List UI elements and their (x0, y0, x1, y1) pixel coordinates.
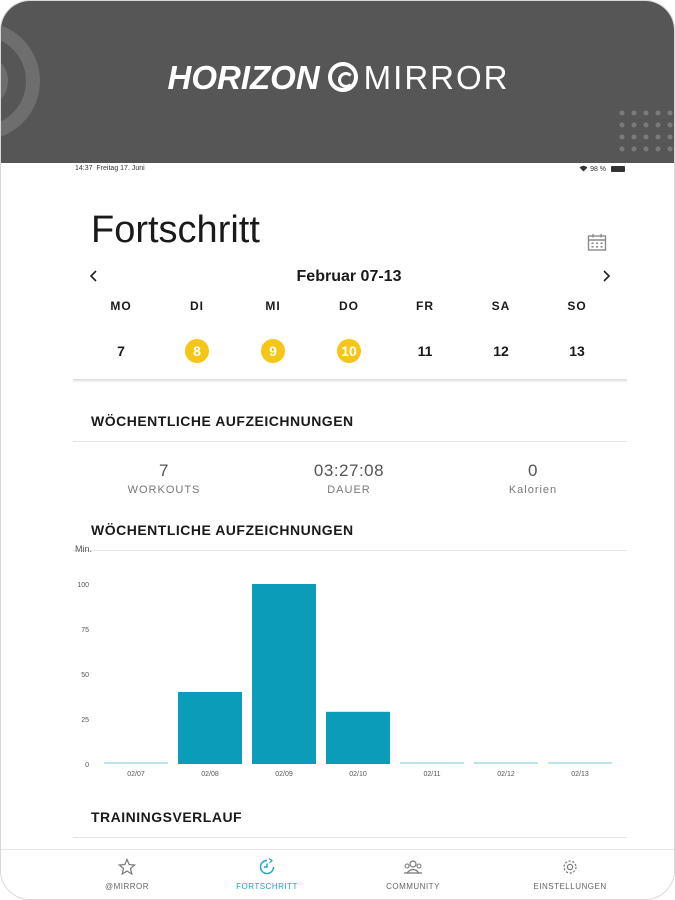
day-number-active: 10 (337, 339, 361, 363)
battery-icon (611, 166, 625, 172)
nav-label: @MIRROR (104, 882, 150, 891)
calendar-divider (73, 379, 627, 383)
day-number: 12 (493, 343, 509, 359)
chevron-right-icon[interactable] (597, 267, 615, 285)
stat-label: Kalorien (508, 484, 558, 496)
brand-name-bold: HORIZON (167, 59, 320, 96)
status-time: 14:37 (75, 165, 93, 172)
training-history-title: TRAININGSVERLAUF (91, 809, 243, 825)
status-left (75, 165, 145, 172)
page-title: Fortschritt (91, 209, 260, 251)
star-icon (118, 858, 136, 876)
day-name: DI (190, 299, 204, 313)
stat-value: 0 (528, 461, 538, 480)
x-tick-label: 02/11 (423, 771, 441, 778)
stat-calories (443, 461, 623, 496)
stat-label: DAUER (327, 484, 371, 496)
day-name: MI (265, 299, 281, 313)
y-tick-label: 25 (81, 717, 89, 724)
nav-item-community[interactable] (353, 858, 473, 891)
chart-bar (104, 762, 168, 764)
day-column[interactable] (539, 299, 615, 363)
nav-label: EINSTELLUNGEN (533, 882, 607, 891)
divider (73, 441, 627, 442)
day-column[interactable] (387, 299, 463, 363)
chart-bar (400, 762, 464, 764)
chart-bar (178, 692, 242, 764)
nav-label: COMMUNITY (386, 882, 440, 891)
weekly-records-title: WÖCHENTLICHE AUFZEICHNUNGEN (91, 413, 354, 429)
day-name: SO (567, 299, 587, 313)
stat-workouts (74, 461, 254, 496)
gear-icon (561, 858, 579, 876)
week-navigator (73, 265, 625, 289)
chart-section-title: WÖCHENTLICHE AUFZEICHNUNGEN (91, 522, 354, 538)
chart-bar (474, 762, 538, 764)
wifi-icon (579, 165, 588, 172)
x-tick-label: 02/13 (571, 771, 589, 778)
divider (73, 837, 627, 838)
y-tick-label: 50 (81, 672, 89, 679)
y-axis-label: Min. (75, 544, 93, 554)
stat-duration (259, 461, 439, 496)
battery-percent: 98 % (590, 166, 607, 173)
stat-label: WORKOUTS (127, 484, 201, 496)
week-label: Februar 07-13 (296, 268, 402, 285)
brand-banner (1, 1, 675, 163)
chart-bar (326, 712, 390, 764)
progress-icon (258, 858, 276, 876)
brand-name-light: MIRROR (363, 59, 510, 96)
calendar-icon[interactable] (587, 233, 607, 251)
stat-value: 03:27:08 (313, 461, 385, 480)
y-tick-label: 100 (77, 582, 89, 589)
weekly-minutes-chart (61, 541, 627, 781)
y-tick-label: 0 (85, 762, 89, 769)
day-name: SA (491, 299, 511, 313)
stat-value: 7 (159, 461, 169, 480)
x-tick-label: 02/12 (497, 771, 515, 778)
chart-bar (252, 584, 316, 764)
chart-bar (548, 762, 612, 764)
x-tick-label: 02/07 (127, 771, 145, 778)
day-column[interactable] (83, 299, 159, 363)
nav-item-settings[interactable] (510, 858, 630, 891)
status-bar (75, 163, 625, 177)
day-number-active: 9 (261, 339, 285, 363)
day-number: 13 (569, 343, 585, 359)
brand-logo (1, 59, 675, 97)
day-number-active: 8 (185, 339, 209, 363)
status-right (579, 165, 625, 173)
x-tick-label: 02/09 (275, 771, 293, 778)
nav-item-progress[interactable] (207, 858, 327, 891)
nav-label: FORTSCHRITT (236, 882, 298, 891)
day-name: FR (416, 299, 434, 313)
status-date: Freitag 17. Juni (96, 165, 145, 172)
day-number: 11 (417, 343, 433, 359)
day-column[interactable] (463, 299, 539, 363)
day-name: DO (339, 299, 359, 313)
day-name: MO (110, 299, 132, 313)
x-tick-label: 02/08 (201, 771, 219, 778)
bottom-navigation (1, 849, 675, 900)
decorative-dots-icon (618, 109, 675, 159)
community-icon (403, 858, 423, 876)
day-column[interactable] (311, 299, 387, 363)
x-tick-label: 02/10 (349, 771, 367, 778)
y-tick-label: 75 (81, 627, 89, 634)
day-column[interactable] (159, 299, 235, 363)
nav-item-mirror[interactable] (67, 858, 187, 891)
day-number: 7 (117, 343, 125, 359)
day-column[interactable] (235, 299, 311, 363)
brand-mark-icon (328, 62, 358, 92)
